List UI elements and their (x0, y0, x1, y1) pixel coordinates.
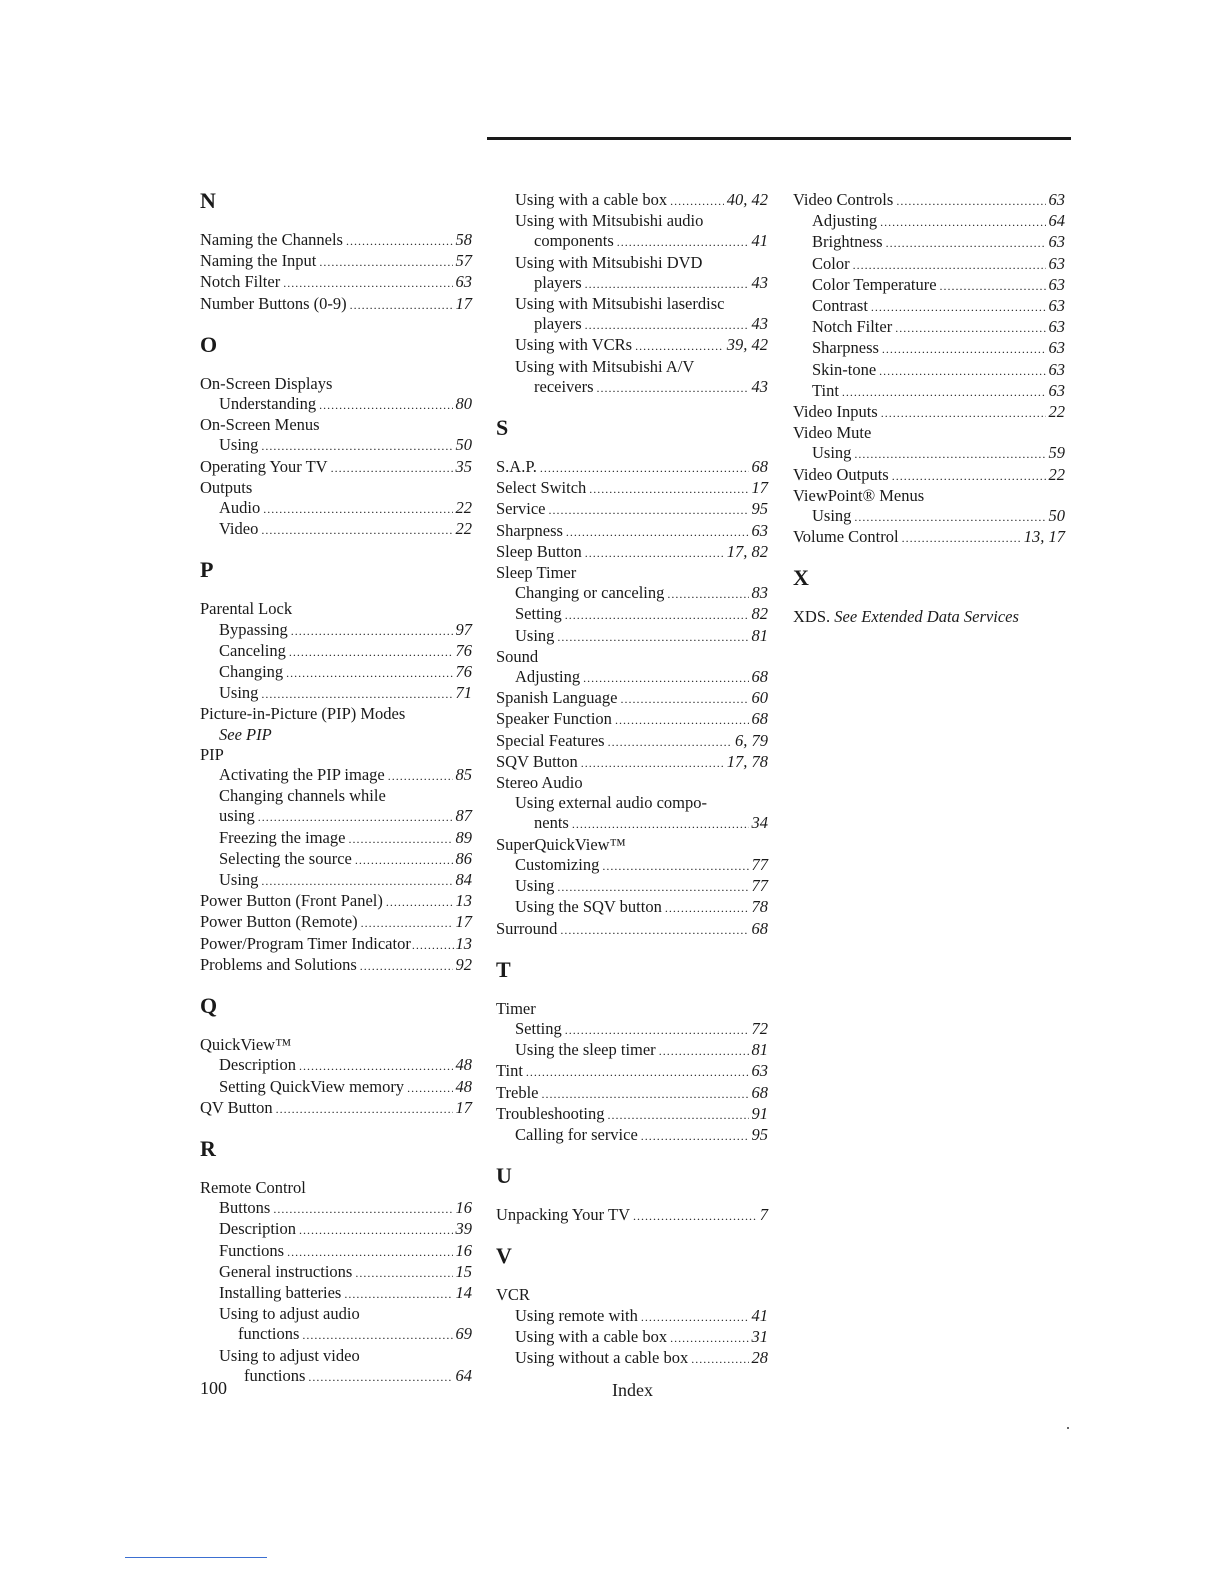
index-entry: Notch Filter ..... 63 (200, 272, 472, 293)
index-subentry: Using remote with ..... 41 (496, 1306, 768, 1327)
index-entry: Naming the Input ..... 57 (200, 251, 472, 272)
index-subentry: Contrast ..... 63 (793, 296, 1065, 317)
letter-heading-r: R (200, 1135, 216, 1161)
index-subentry: Using with Mitsubishi audio (515, 211, 704, 231)
index-subentry: nents ..... 34 (496, 813, 768, 834)
index-entry: Volume Control ..... 13, 17 (793, 527, 1065, 548)
index-subentry: players ..... 43 (496, 273, 768, 294)
index-subentry: Canceling ..... 76 (200, 641, 472, 662)
index-entry: QuickView™ (200, 1035, 292, 1055)
index-entry: Power/Program Timer Indicator ..... 13 (200, 934, 472, 955)
index-subentry: Color ..... 63 (793, 254, 1065, 275)
index-entry: Surround ..... 68 (496, 919, 768, 940)
letter-heading-n: N (200, 188, 216, 213)
index-subentry: Using ..... 59 (793, 443, 1065, 464)
index-subentry: Tint ..... 63 (793, 381, 1065, 402)
letter-heading-x: X (793, 565, 809, 591)
index-subentry: Using with Mitsubishi DVD (515, 252, 703, 272)
index-entry: Stereo Audio (496, 773, 583, 793)
index-subentry: Setting ..... 72 (496, 1019, 768, 1040)
index-entry: Special Features ..... 6, 79 (496, 731, 768, 752)
index-entry: Naming the Channels ..... 58 (200, 230, 472, 251)
index-entry: SQV Button ..... 17, 78 (496, 752, 768, 773)
index-subentry: Using with Mitsubishi laserdisc (515, 294, 725, 314)
index-subentry: Setting ..... 82 (496, 604, 768, 625)
index-entry: Sleep Button ..... 17, 82 (496, 542, 768, 563)
index-subentry: components ..... 41 (496, 231, 768, 252)
index-subentry: Skin-tone ..... 63 (793, 360, 1065, 381)
index-subentry: Bypassing ..... 97 (200, 620, 472, 641)
index-subentry: receivers ..... 43 (496, 377, 768, 398)
index-entry: Video Mute (793, 423, 872, 443)
xds-term: XDS. (793, 607, 831, 627)
index-subentry: functions ..... 69 (200, 1324, 472, 1345)
index-subentry: Installing batteries ..... 14 (200, 1283, 472, 1304)
index-subentry: Freezing the image ..... 89 (200, 828, 472, 849)
index-entry: S.A.P. ..... 68 (496, 457, 768, 478)
index-subentry: Video ..... 22 (200, 519, 472, 540)
index-entry: ViewPoint® Menus (793, 485, 925, 505)
index-subentry: Using to adjust audio (219, 1304, 360, 1324)
index-subentry: Brightness ..... 63 (793, 232, 1065, 253)
index-subentry: Using with a cable box ..... 31 (496, 1327, 768, 1348)
index-subentry: Setting QuickView memory ..... 48 (200, 1077, 472, 1098)
footer-title: Index (612, 1380, 653, 1400)
index-subentry: Audio ..... 22 (200, 498, 472, 519)
index-entry: Service ..... 95 (496, 499, 768, 520)
index-column-2 (496, 190, 768, 1369)
index-entry: On-Screen Displays (200, 373, 333, 393)
letter-heading-v: V (496, 1243, 512, 1269)
index-subentry: Description ..... 39 (200, 1219, 472, 1240)
letter-heading-p: P (200, 557, 214, 583)
index-entry: PIP (200, 744, 224, 764)
index-entry: Number Buttons (0-9) ..... 17 (200, 294, 472, 315)
index-subentry: functions ..... 64 (200, 1366, 472, 1387)
index-subentry: Adjusting ..... 64 (793, 211, 1065, 232)
index-entry: Outputs (200, 477, 253, 497)
index-subentry: Activating the PIP image ..... 85 (200, 765, 472, 786)
bottom-link-rule (125, 1557, 267, 1558)
letter-heading-t: T (496, 956, 511, 982)
index-column-1 (200, 188, 472, 1387)
cross-reference: See Extended Data Services (834, 607, 1019, 627)
index-entry: VCR (496, 1285, 530, 1305)
index-entry: QV Button ..... 17 (200, 1098, 472, 1119)
index-subentry: Selecting the source ..... 86 (200, 849, 472, 870)
index-entry: Sleep Timer (496, 563, 577, 583)
index-subentry: Using ..... 81 (496, 626, 768, 647)
index-subentry: Understanding ..... 80 (200, 394, 472, 415)
index-column-3 (793, 190, 1065, 628)
index-subentry: Customizing ..... 77 (496, 855, 768, 876)
index-subentry: Using the SQV button ..... 78 (496, 897, 768, 918)
index-subentry: Using to adjust video (219, 1345, 360, 1365)
index-entry: Tint ..... 63 (496, 1061, 768, 1082)
index-subentry: using ..... 87 (200, 806, 472, 827)
index-entry: Timer (496, 998, 536, 1018)
index-entry: Video Outputs ..... 22 (793, 465, 1065, 486)
index-entry: Unpacking Your TV ..... 7 (496, 1205, 768, 1226)
index-subentry: Using ..... 77 (496, 876, 768, 897)
index-entry: Sharpness ..... 63 (496, 521, 768, 542)
index-subentry: Using with Mitsubishi A/V (515, 356, 695, 376)
index-entry: Speaker Function ..... 68 (496, 709, 768, 730)
index-entry: Power Button (Remote) ..... 17 (200, 912, 472, 933)
index-entry: Spanish Language ..... 60 (496, 688, 768, 709)
index-entry: Troubleshooting ..... 91 (496, 1104, 768, 1125)
index-entry: Power Button (Front Panel) ..... 13 (200, 891, 472, 912)
letter-heading-s: S (496, 415, 509, 441)
index-subentry: Changing or canceling ..... 83 (496, 583, 768, 604)
scan-speck (1067, 1427, 1069, 1429)
index-entry: Select Switch ..... 17 (496, 478, 768, 499)
index-subentry: Functions ..... 16 (200, 1241, 472, 1262)
index-subentry: Using the sleep timer ..... 81 (496, 1040, 768, 1061)
index-entry: Treble ..... 68 (496, 1083, 768, 1104)
index-subentry: Adjusting ..... 68 (496, 667, 768, 688)
index-subentry: Using ..... 50 (200, 435, 472, 456)
index-subentry: Using without a cable box ..... 28 (496, 1348, 768, 1369)
index-subentry: Using ..... 71 (200, 683, 472, 704)
index-subentry: Using ..... 50 (793, 506, 1065, 527)
index-subentry: Sharpness ..... 63 (793, 338, 1065, 359)
index-entry: Picture-in-Picture (PIP) Modes (200, 704, 406, 724)
index-subentry: Changing channels while (219, 786, 386, 806)
index-subentry: players ..... 43 (496, 314, 768, 335)
index-entry: Sound (496, 646, 539, 666)
index-entry-xds (793, 607, 1065, 627)
index-entry: On-Screen Menus (200, 415, 320, 435)
index-subentry: Calling for service ..... 95 (496, 1125, 768, 1146)
page-number: 100 (200, 1378, 227, 1398)
index-subentry: Using ..... 84 (200, 870, 472, 891)
letter-heading-o: O (200, 331, 218, 357)
index-subentry: Using external audio compo- (515, 793, 707, 813)
index-subentry: Changing ..... 76 (200, 662, 472, 683)
letter-heading-q: Q (200, 993, 218, 1019)
index-entry: Operating Your TV ..... 35 (200, 457, 472, 478)
index-subentry: Using with VCRs ..... 39, 42 (496, 335, 768, 356)
index-entry: Remote Control (200, 1177, 306, 1197)
index-subentry: General instructions ..... 15 (200, 1262, 472, 1283)
index-subentry: Color Temperature ..... 63 (793, 275, 1065, 296)
index-subentry: Description ..... 48 (200, 1055, 472, 1076)
index-entry: Parental Lock (200, 599, 293, 619)
index-entry: Problems and Solutions ..... 92 (200, 955, 472, 976)
index-subentry: Notch Filter ..... 63 (793, 317, 1065, 338)
index-subentry: Using with a cable box ..... 40, 42 (496, 190, 768, 211)
top-rule (487, 137, 1071, 140)
cross-reference: See PIP (219, 724, 272, 744)
index-entry: Video Controls ..... 63 (793, 190, 1065, 211)
index-entry: SuperQuickView™ (496, 834, 626, 854)
index-subentry: Buttons ..... 16 (200, 1198, 472, 1219)
index-entry: Video Inputs ..... 22 (793, 402, 1065, 423)
letter-heading-u: U (496, 1163, 512, 1189)
